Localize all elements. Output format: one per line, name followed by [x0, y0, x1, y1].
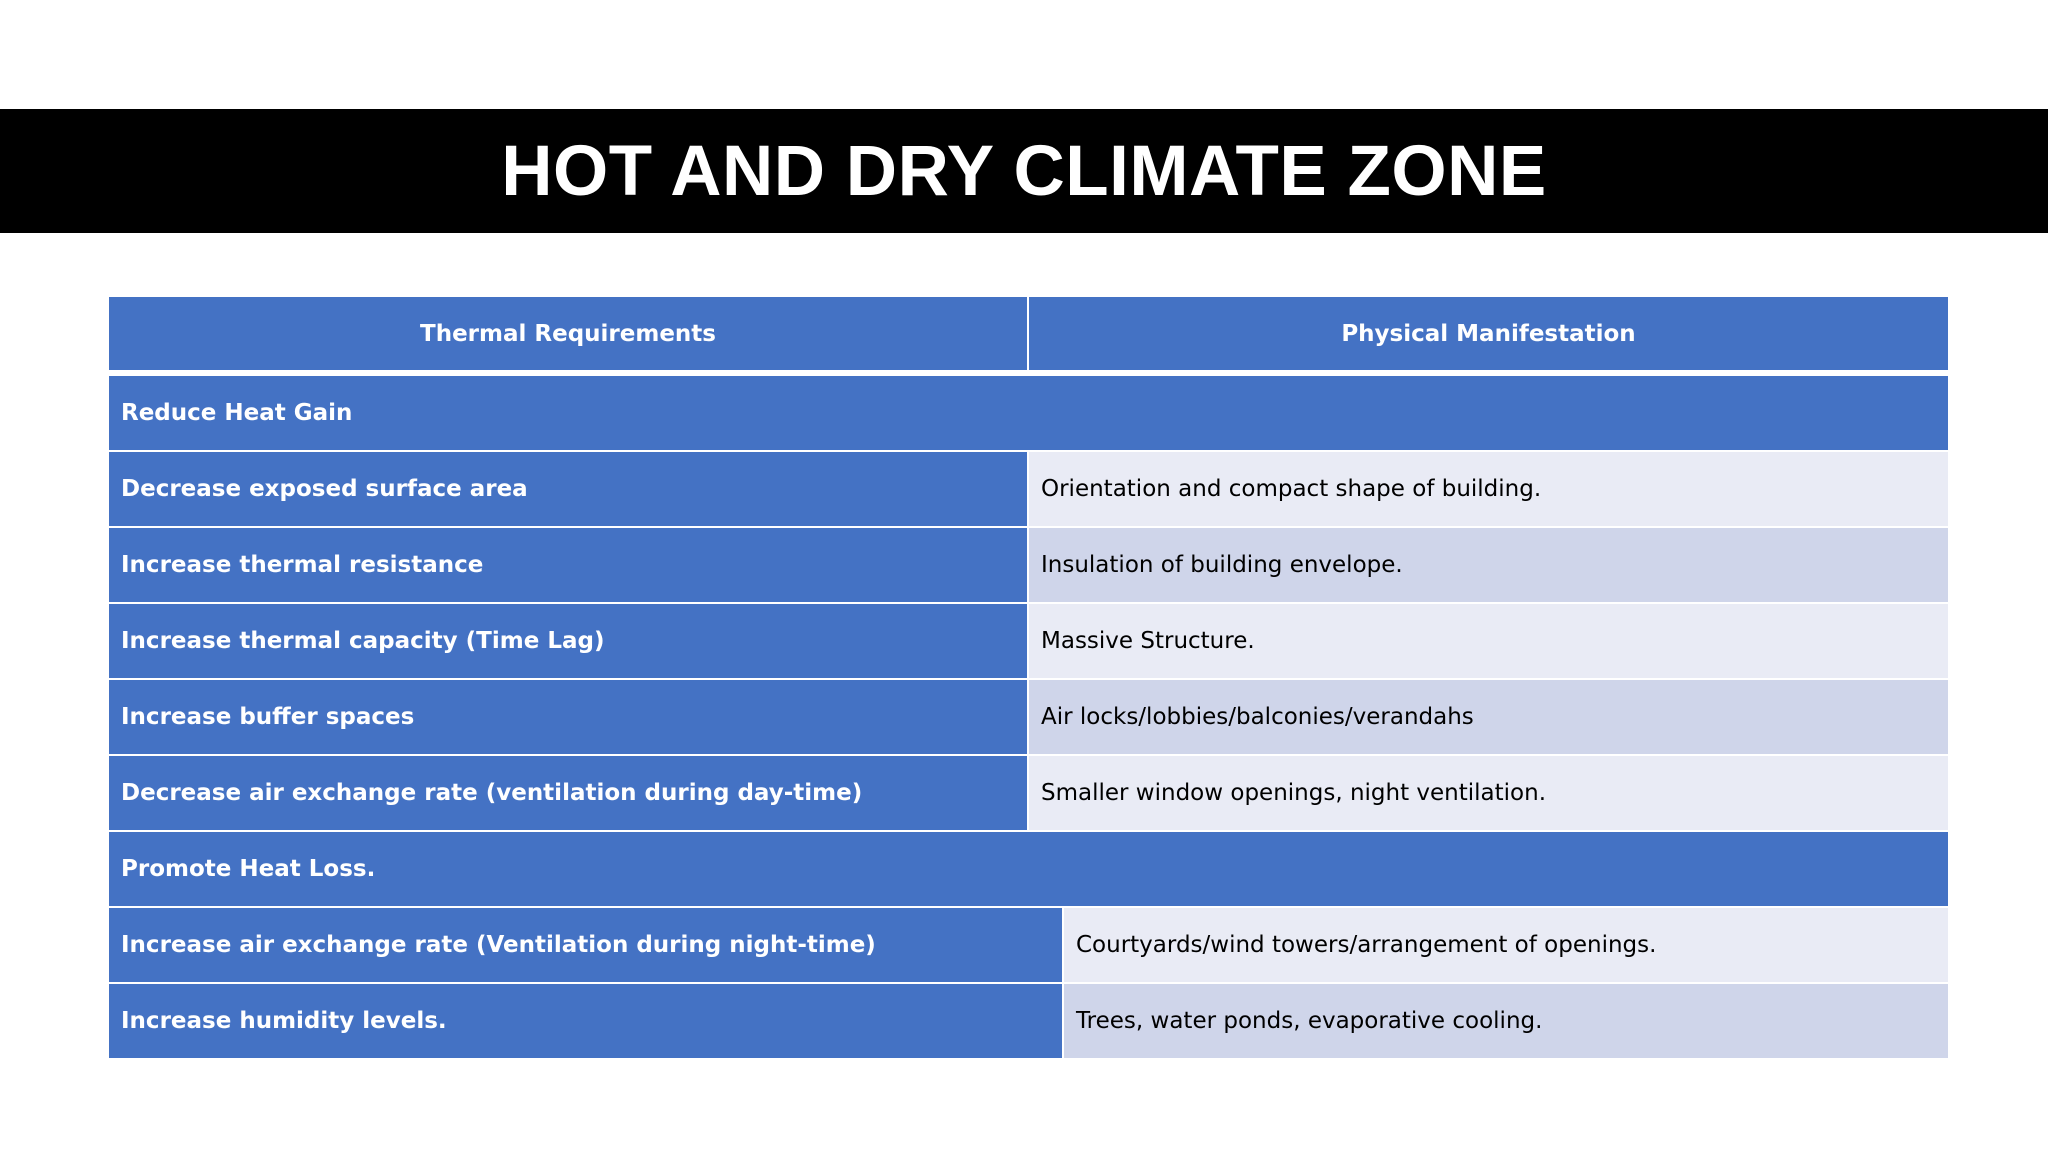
section-row	[109, 830, 1948, 906]
manifestation-cell: Air locks/lobbies/balconies/verandahs	[1029, 680, 1948, 754]
slide-title: HOT AND DRY CLIMATE ZONE	[501, 131, 1547, 211]
requirements-table	[109, 297, 1948, 1058]
section-row	[109, 376, 1948, 450]
header-physical-manifestation: Physical Manifestation	[1029, 297, 1948, 370]
table-header-row	[109, 297, 1948, 376]
section-title-promote-heat-loss: Promote Heat Loss.	[109, 832, 1948, 906]
table-row	[109, 678, 1948, 754]
table-row	[109, 906, 1948, 982]
header-thermal-requirements: Thermal Requirements	[109, 297, 1029, 370]
requirement-cell: Increase buffer spaces	[109, 680, 1029, 754]
manifestation-cell: Orientation and compact shape of building.	[1029, 452, 1948, 526]
requirement-cell: Increase humidity levels.	[109, 984, 1064, 1058]
section-title-reduce-heat-gain: Reduce Heat Gain	[109, 376, 1948, 450]
requirement-cell: Increase thermal resistance	[109, 528, 1029, 602]
table-row	[109, 982, 1948, 1058]
requirement-cell: Decrease air exchange rate (ventilation during day-time)	[109, 756, 1029, 830]
requirement-cell: Decrease exposed surface area	[109, 452, 1029, 526]
requirement-cell: Increase air exchange rate (Ventilation during night-time)	[109, 908, 1064, 982]
manifestation-cell: Smaller window openings, night ventilation.	[1029, 756, 1948, 830]
table-row	[109, 602, 1948, 678]
manifestation-cell: Trees, water ponds, evaporative cooling.	[1064, 984, 1948, 1058]
manifestation-cell: Courtyards/wind towers/arrangement of openings.	[1064, 908, 1948, 982]
manifestation-cell: Massive Structure.	[1029, 604, 1948, 678]
table-row	[109, 526, 1948, 602]
manifestation-cell: Insulation of building envelope.	[1029, 528, 1948, 602]
title-bar	[0, 109, 2048, 233]
table-row	[109, 450, 1948, 526]
requirement-cell: Increase thermal capacity (Time Lag)	[109, 604, 1029, 678]
table-row	[109, 754, 1948, 830]
